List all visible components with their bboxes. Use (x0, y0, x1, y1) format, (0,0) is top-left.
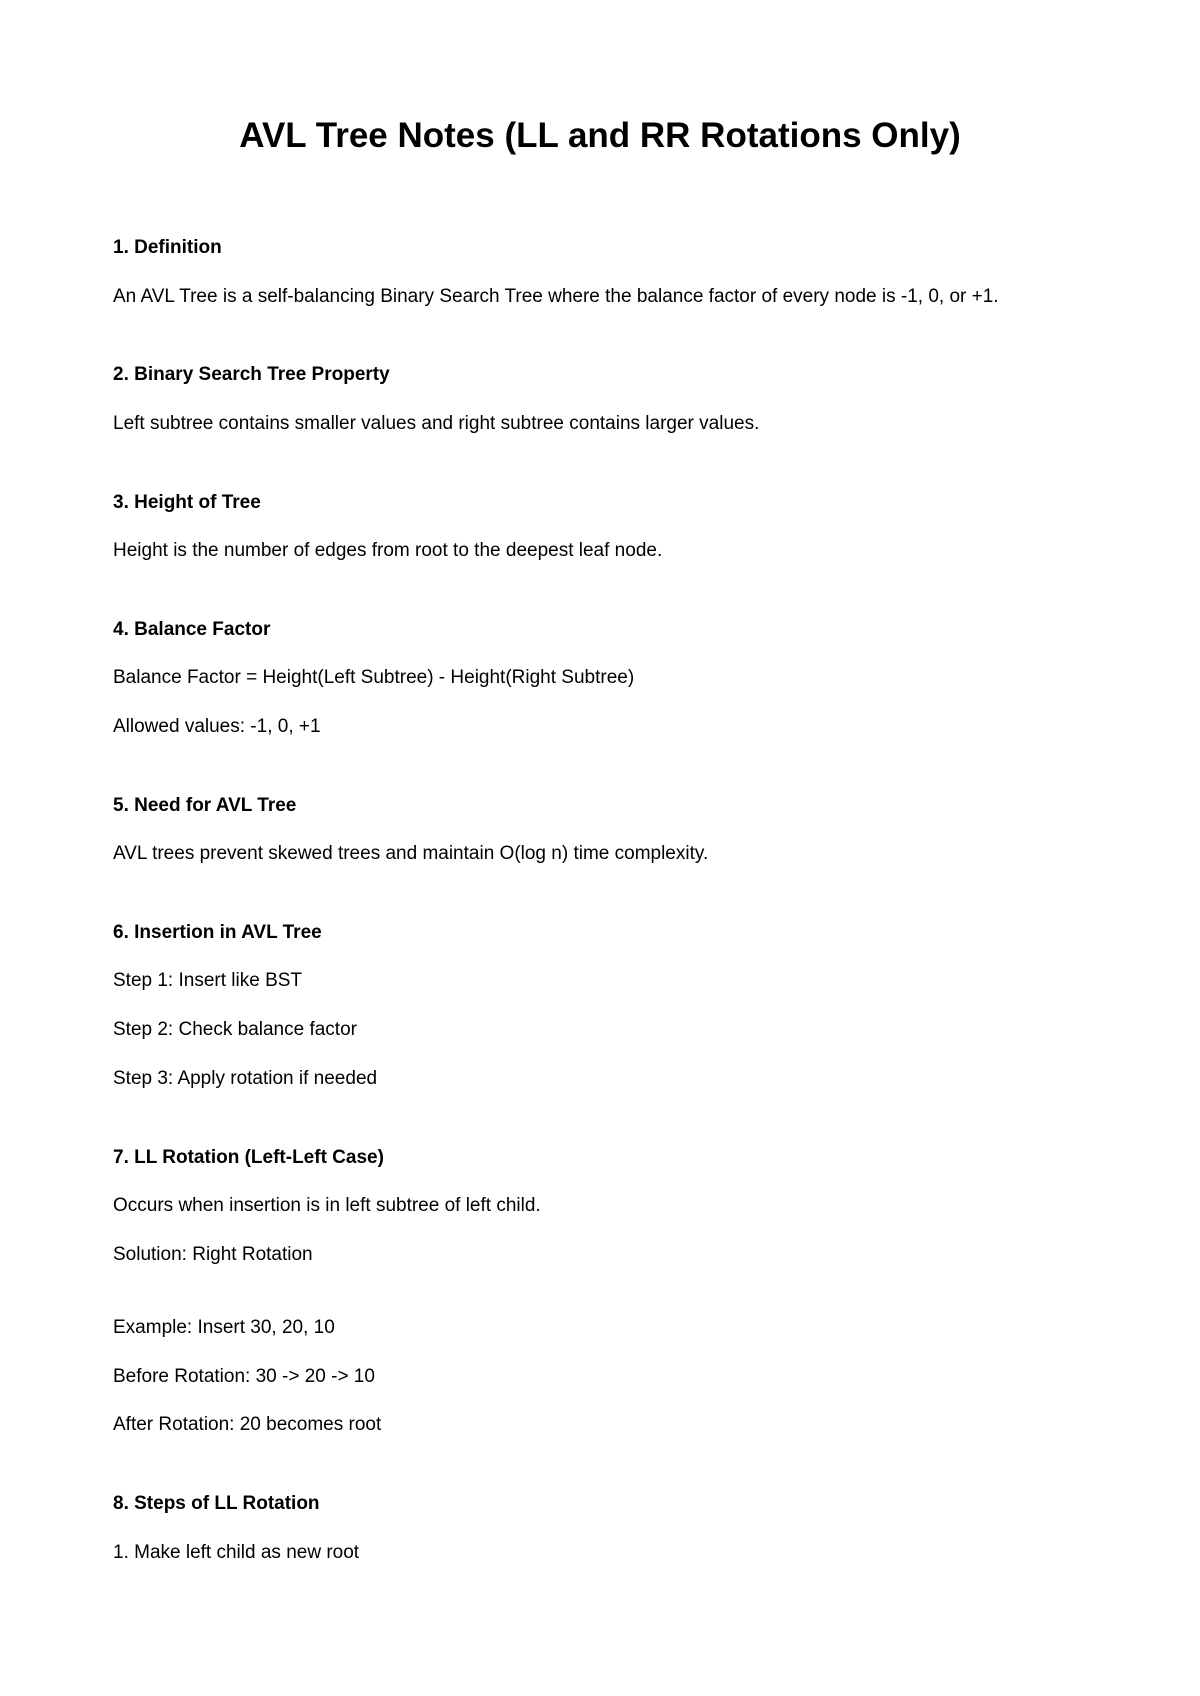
section-heading-ll-rotation: 7. LL Rotation (Left-Left Case) (113, 1147, 384, 1168)
section-text: Step 1: Insert like BST (113, 970, 303, 991)
section-heading-definition: 1. Definition (113, 237, 222, 258)
section-text: AVL trees prevent skewed trees and maintain O(log n) time complexity. (113, 843, 709, 864)
section-text: 1. Make left child as new root (113, 1542, 360, 1563)
section-text: Step 2: Check balance factor (113, 1019, 357, 1040)
section-heading-ll-steps: 8. Steps of LL Rotation (113, 1493, 320, 1514)
section-text: Before Rotation: 30 -> 20 -> 10 (113, 1366, 375, 1387)
section-text: Occurs when insertion is in left subtree of left child. (113, 1195, 541, 1216)
document-title: AVL Tree Notes (LL and RR Rotations Only) (239, 116, 961, 155)
section-heading-bst-property: 2. Binary Search Tree Property (113, 364, 390, 385)
section-heading-insertion: 6. Insertion in AVL Tree (113, 922, 322, 943)
section-text: Height is the number of edges from root to the deepest leaf node. (113, 540, 663, 561)
section-heading-need: 5. Need for AVL Tree (113, 795, 297, 816)
section-text: Step 3: Apply rotation if needed (113, 1068, 378, 1089)
section-text: Balance Factor = Height(Left Subtree) - Height(Right Subtree) (113, 667, 635, 688)
section-heading-height: 3. Height of Tree (113, 492, 261, 513)
section-text: Example: Insert 30, 20, 10 (113, 1317, 335, 1338)
section-heading-balance-factor: 4. Balance Factor (113, 619, 271, 640)
section-text: Solution: Right Rotation (113, 1244, 313, 1265)
section-text: Allowed values: -1, 0, +1 (113, 716, 321, 737)
section-text: Left subtree contains smaller values and right subtree contains larger values. (113, 413, 760, 434)
section-text: After Rotation: 20 becomes root (113, 1414, 382, 1435)
section-text: An AVL Tree is a self-balancing Binary Search Tree where the balance factor of every node is -1, 0, or +1. (113, 286, 999, 307)
